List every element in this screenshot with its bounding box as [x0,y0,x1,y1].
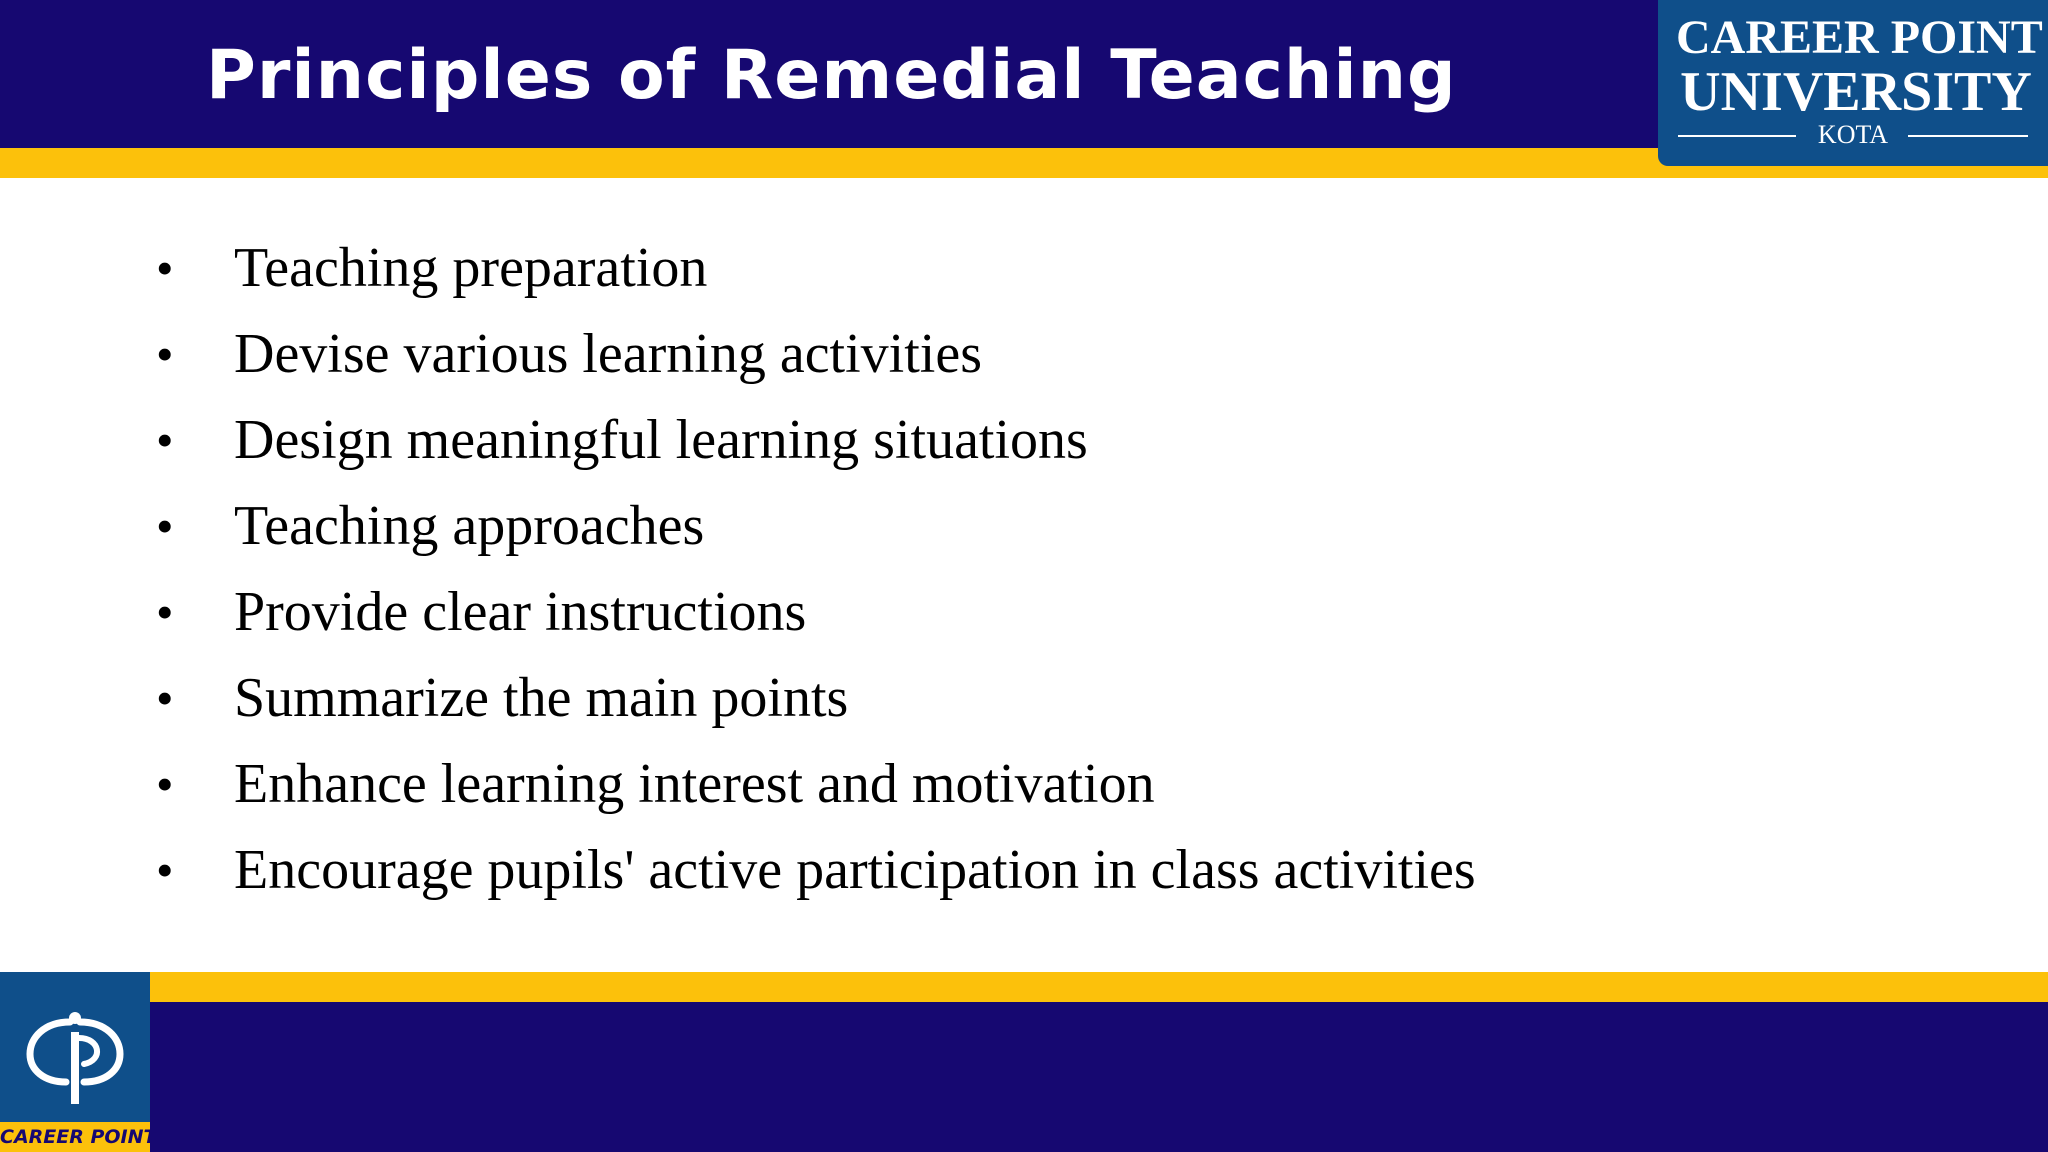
university-logo-line1: CAREER POINT [1676,11,2043,64]
bullet-icon: • [156,842,174,898]
bullet-text: Encourage pupils' active participation in class activities [234,839,1476,901]
university-logo-rule-left [1678,135,1796,137]
footer-band [0,1002,2048,1152]
university-logo-line2: UNIVERSITY [1680,61,2032,123]
university-logo [1658,0,2048,166]
university-logo-line3: KOTA [1817,120,1889,149]
slide-title: Principles of Remedial Teaching [206,36,1457,115]
bullet-text: Provide clear instructions [234,581,807,643]
bullet-icon: • [156,412,174,468]
bullet-text: Teaching preparation [234,237,708,299]
bullet-icon: • [156,498,174,554]
bullet-text: Teaching approaches [234,495,705,557]
bullet-icon: • [156,326,174,382]
bullet-icon: • [156,670,174,726]
bullet-text: Devise various learning activities [234,323,982,385]
bullet-text: Summarize the main points [234,667,849,729]
university-logo-rule-right [1908,135,2028,137]
career-point-label-bar [0,1122,157,1152]
bullet-text: Design meaningful learning situations [234,409,1088,471]
career-point-label: CAREER POINT [0,1126,157,1148]
bullet-icon: • [156,240,174,296]
bullet-icon: • [156,584,174,640]
bullet-text: Enhance learning interest and motivation [234,753,1155,815]
footer-accent-stripe [0,972,2048,1002]
career-point-mark-icon [22,1008,128,1108]
bullet-icon: • [156,756,174,812]
career-point-logo [0,972,157,1152]
